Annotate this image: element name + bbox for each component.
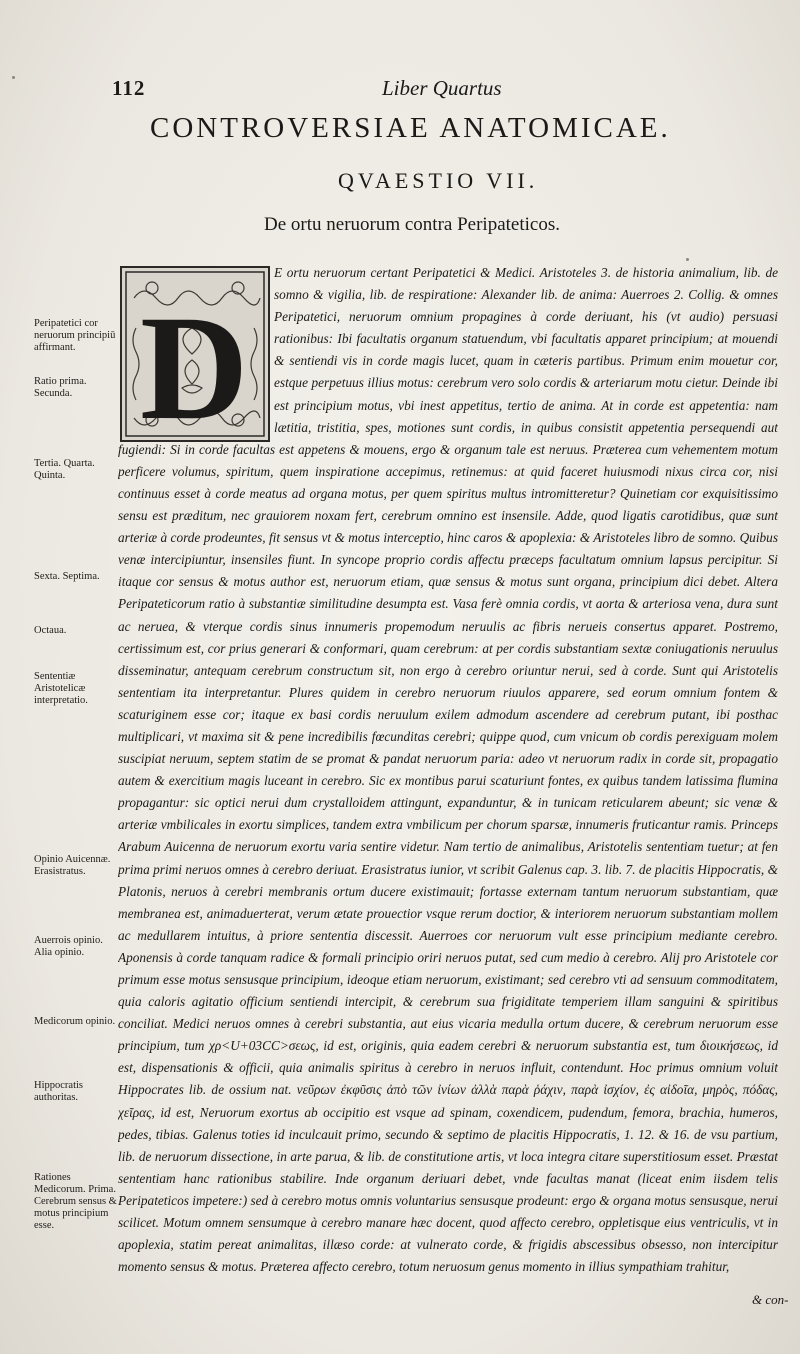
page-number: 112 xyxy=(112,76,146,100)
margin-note: Hippocratis authoritas. xyxy=(34,1080,83,1103)
margin-note: Rationes Medicorum. Prima. Cerebrum sensus & motus principium esse. xyxy=(34,1172,117,1231)
margin-note: Sexta. Septima. xyxy=(34,571,100,582)
section-subtitle: De ortu neruorum contra Peripateticos. xyxy=(264,214,560,235)
page-title: CONTROVERSIAE ANATOMICAE. xyxy=(150,112,671,144)
initial-letter: D xyxy=(140,285,249,440)
margin-note: Sententiæ Aristotelicæ interpretatio. xyxy=(34,671,88,706)
margin-note: Tertia. Quarta. Quinta. xyxy=(34,458,95,481)
margin-note: Ratio prima. Secunda. xyxy=(34,376,87,399)
body-paragraph: E ortu neruorum certant Peripatetici & Medici. Aristoteles 3. de historia animalium, lib. de somno & vigilia, lib. de respiratione: Alexander lib. de anima: Auerroes 2. Collig. & omnes Peripatetici, neruorum omnium propagines à corde deriuant, his (vt audio) persuasi rationibus: Ibi facultatis organum statuendum, vbi facultatis apparet principium; at mouendi & sentiendi vis in corde magis lucet, quam in cæteris partibus. Primum enim mouetur cor, estque perpetuus illius motus: cerebrum vero solo cordis & arteriarum motu cietur. Deinde ibi est principium motus, vbi inest appetitus, tertio de anima. At in corde est appetentia: nam lætitia, tristitia, spes, motiones sunt cordis, in quibus consistit appetentia persequendi aut fugiendi: Si in corde facultas est appetens & mouens, ergo & organum tale est neruus. Præterea cum vehementem motum perficere volumus, spiritum, quem inspiratione accepimus, retinemus: at quid faceret huiusmodi nixus circa cor, nisi continuus esset à corde meatus ad organa motus, per quem spiritus multus intromitteretur? Quinetiam cor exquisitissimo sensu est præditum, nec grauiorem noxam fert, cerebrum omnino est insensile. Adde, quod ligatis carotidibus, quæ sunt arteriæ à corde prodeuntes, fit sensus vt & motus interceptio, hinc caros & apoplexia: & Aristoteles libro de somno. Quibus venæ intercipiuntur, insensiles fiunt. In syncope proprio cordis affectu præceps facultatum omnium lapsus percipitur. Si itaque cor sensus & motus author est, neruorum etiam, quæ sensus & motus sunt organa, principium dici debet. Altera Peripateticorum ratio à substantiæ similitudine desumpta est. Vasa ferè omnia cordis, vt aorta & arteriosa vena, dura sunt ac neruea, & vterque cordis sinus innumeris propemodum neruulis ac fibris nerueis consertus apparet. Postremo, certissimum est, cor prius generari & conformari, quam cerebrum: at per cordis substantiam sextæ coniugationis neruulus disseminatur, antequam cerebrum constructum sit, non ergo à cerebro oriuntur nerui, sed à corde. Sunt qui Aristotelis sententiam ita interpretantur. Plures quidem in cerebro neruorum riuulos apparere, sed eorum omnium fontem & scaturiginem esse cor; itaque ex basi cordis neruulum exilem admodum ascendere ad cerebrum putant, ibi posthac multiplicari, vt maxima sit & pene incredibilis fœcunditas cerebri; quippe quod, cum vnicum ob cordis perexiguam molem suscipiat neruum, septem statim de se promat & pandat neruorum paria: adeo vt neruorum radix in corde sit, propagatio autem & exercitium magis luceant in cerebro. Sic ex montibus parui scaturiunt fontes, ex quibus tandem latissima flumina propagantur: sic optici nerui dum crystalloidem attingunt, expanduntur, & in tunicam reticularem abeunt; sic venæ & arteriæ vmbilicales in exortu simplices, tandem extra vmbilicum per chorum sparsæ, innumeris fruticantur ramis. Princeps Arabum Auicenna de neruorum exortu varia sentire videtur. Nam tertio de animalibus, Aristotelis sententiam tuetur; at fen prima primi neruos omnes à cerebro deriuat. Erasistratus iunior, vt scribit Galenus cap. 3. lib. 7. de placitis Hippocratis, & Platonis, neruos à cerebri membranis ortum ducere existimauit; fortasse externam tantum neruorum substantiam, quæ membranea est, animaduerterat, verum ætate prouectior vsque rerum doctior, & interiorem neruorum substantiam mollem ac medullarem intuitus, à priore sententia discessit. Auerroes cor neruorum vult esse principium mediante cerebro. Aponensis à corde tanquam radice & formali principio oriri neruos putat, sed cum medio à cerebro. Alij pro Aristotele cor primum esse motus sensusque principium, ideoque etiam neruorum, existimant; sed cerebro vti ad sensuum commoditatem, quia caloris agitatio officium sentiendi intercipit, & cerebrum sua frigiditate temperiem illam sanguini & spiritibus conciliat. Medici neruos omnes à cerebri substantia, aut eius vicaria medulla ortum ducere, & cerebrum neruorum esse principium, tum χρ<U+03CC>σεως, id est, originis, quia eadem cerebri & neruorum substantia est, tum διοικήσεως, id est, dispensationis & officii, quia animalis spiritus à cerebro in neruos influit, contendunt. Hoc primus omnium voluit Hippocrates lib. de ossium nat. νεῦρων ἐκφῦσις ἀπὸ τῶν ἰνίων ἀλλὰ παρὰ ῥάχιν, παρὰ ἰσχίον, ἐς αἰδοῖα, μηρὸς, πόδας, χεῖρας, id est, Neruorum exortus ab occipitio est vsque ad spinam, coxendicem, pudendum, femora, brachia, humeros, pedes, tibias. Galenus toties id inculcauit primo, secundo & septimo de placitis Hippocratis, 1. 12. & 16. de vsu partium, lib. de neruorum dissectione, in arte parua, & lib. de constitutione artis, vt loca integra citare superstitiosum esset. Præstat sententiam hanc rationibus stabilire. Inde organum deriuari debet, vnde facultas manat (liceat enim iisdem telis Peripateticos impetere:) sed à cerebro motus omnis voluntarius sensusque prodeunt: ergo & organa motus sensusque, nerui scilicet. Motum omnem sensumque à cerebro manare hæc docent, quod affecto cerebro, oppletisque eius ventriculis, vt in apoplexia, statim pereat animalitas, illæso corde: at vulnerato corde, & frigidis abscessibus obsesso, non intercipitur momento sensus & motus. Præterea affecto cerebro, totum neruosum genus momento in illius sympathiam trahitur, xyxy=(118,265,778,1275)
paper-speck xyxy=(686,258,689,261)
body-text xyxy=(118,262,778,1322)
margin-note: Opinio Auicennæ. Erasistratus. xyxy=(34,854,111,877)
initial-space xyxy=(118,262,274,438)
page-header xyxy=(112,76,712,106)
running-head: Liber Quartus xyxy=(382,76,502,100)
catchword: & con- xyxy=(752,1292,789,1307)
margin-note: Peripatetici cor neruorum principiū affirmant. xyxy=(34,318,116,353)
margin-note: Auerrois opinio. Alia opinio. xyxy=(34,935,103,958)
margin-note: Medicorum opinio. xyxy=(34,1016,116,1027)
question-heading: QVAESTIO VII. xyxy=(338,168,539,193)
margin-note: Octaua. xyxy=(34,625,67,636)
paper-speck xyxy=(12,76,15,79)
